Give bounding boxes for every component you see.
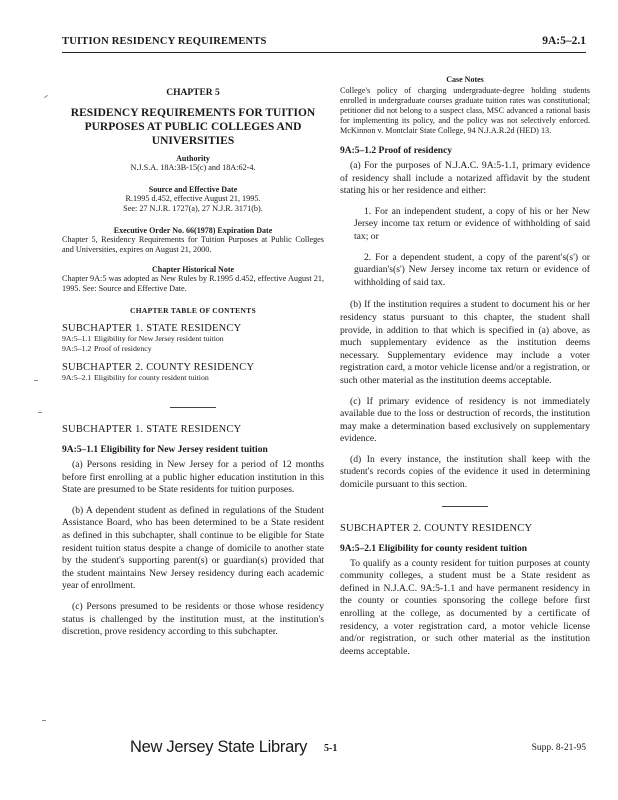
scan-mark <box>42 720 46 721</box>
toc-entry[interactable] <box>62 344 324 354</box>
authority-heading: Authority <box>176 154 210 163</box>
toc-entry-number: 9A:5–1.1 <box>62 334 92 343</box>
history-text: Chapter 9A:5 was adopted as New Rules by R.1995 d.452, effective August 21, 1995. See: Source and Effective Date. <box>62 274 324 293</box>
toc-entry[interactable] <box>62 373 324 383</box>
history-heading: Chapter Historical Note <box>151 265 235 274</box>
paragraph: (b) If the institution requires a student to document his or her residency status pursuant to this chapter, the student shall provide, in addition to that which is specified in (a) above, as much supplementary evidence as the institution deems necessary. Supplementary evidence may include a voter registration card, a motor vehicle license and/or a registration, or such other material as the institution deems acceptable. <box>340 299 590 386</box>
toc-entry-number: 9A:5–1.2 <box>62 344 92 353</box>
paragraph: (c) Persons presumed to be residents or those whose residency status is challenged by the institution must, at the institution's discretion, prove residency according to this subchapter. <box>62 600 324 638</box>
left-column <box>62 62 324 639</box>
paragraph: (b) A dependent student as defined in regulations of the Student Assistance Board, who has been determined to be a State resident as defined in this subchapter, shall continue to be eligible for State resident tuition status despite a change of domicile to another state by the student's supporting parent(s) or guardian(s) provided that the student maintains New Jersey residency during each academic year of enrollment. <box>62 504 324 592</box>
page-footer <box>62 738 586 762</box>
scan-mark <box>34 380 38 381</box>
executive-order-heading: Executive Order No. 66(1978) Expiration Date <box>113 226 273 235</box>
paragraph: (a) Persons residing in New Jersey for a period of 12 months before first enrolling at a public higher education institution in this State are presumed to be State residents for tuition purposes. <box>62 459 324 496</box>
paragraph: To qualify as a county resident for tuition purposes at county community colleges, a student must be a State resident as defined in N.J.A.C. 9A:5-1.1 and have permanent residency in the county or counties sponsoring the college before first enrolling at the college, as documented by a certificate of residency, a voter registration card, a motor vehicle license and/or registration, or such other material as the institution deems acceptable. <box>340 557 590 657</box>
section-body <box>62 459 324 639</box>
section-title: 9A:5–1.2 Proof of residency <box>340 146 453 156</box>
source-line: R.1995 d.452, effective August 21, 1995. <box>125 194 261 203</box>
toc-subchapter: SUBCHAPTER 2. COUNTY RESIDENCY <box>62 362 255 373</box>
paragraph: (c) If primary evidence of residency is not immediately available due to the loss or destruction of records, the institution may make a determination based exclusively on supplementary evidence. <box>340 395 590 445</box>
source-heading: Source and Effective Date <box>148 185 238 194</box>
page-number: 5-1 <box>324 743 338 754</box>
toc-entry[interactable] <box>62 334 324 344</box>
subchapter-heading: SUBCHAPTER 2. COUNTY RESIDENCY <box>340 522 533 534</box>
section-title: 9A:5–2.1 Eligibility for county resident tuition <box>340 543 528 554</box>
executive-order-text: Chapter 5, Residency Requirements for Tuition Purposes at Public Colleges and Universities, expires on August 21, 2000. <box>62 235 324 254</box>
toc-subchapter: SUBCHAPTER 1. STATE RESIDENCY <box>62 323 242 334</box>
source-line: See: 27 N.J.R. 1727(a), 27 N.J.R. 3171(b). <box>123 204 263 213</box>
chapter-title <box>62 106 324 148</box>
subchapter-heading: SUBCHAPTER 1. STATE RESIDENCY <box>62 424 242 435</box>
paragraph: 2. For a dependent student, a copy of the parent's(s') or guardian's(s') New Jersey income tax return or evidence of withholding of said tax. <box>354 251 590 288</box>
chapter-label: CHAPTER 5 <box>166 88 220 98</box>
paragraph: (a) For the purposes of N.J.A.C. 9A:5-1.1, primary evidence of residency shall include a notarized affidavit by the student stating his or her residence and either: <box>340 160 590 197</box>
section-body <box>340 160 590 492</box>
toc-entry-text: Eligibility for county resident tuition <box>94 373 209 382</box>
library-stamp: New Jersey State Library <box>130 738 308 756</box>
case-notes-heading: Case Notes <box>446 75 484 84</box>
chapter-title-line: UNIVERSITIES <box>151 135 235 147</box>
running-title: TUITION RESIDENCY REQUIREMENTS <box>62 36 267 47</box>
case-notes-text: College's policy of charging undergraduate-degree holding students enrolled in undergraduate courses graduate tuition rates was constitutional; petitioner did not belong to a suspect class, MSC advanced a rational basis for implementing its policy, and the policy was not selectively enforced. McKinnon v. Montclair State College, 94 N.J.A.R.2d (HED) 13. <box>340 86 590 135</box>
right-column <box>340 62 590 658</box>
toc-heading: CHAPTER TABLE OF CONTENTS <box>130 306 256 315</box>
scan-mark <box>38 412 42 413</box>
paragraph: (d) In every instance, the institution shall keep with the student's records copies of the evidence it used in determining domicile pursuant to this section. <box>340 453 590 491</box>
supplement-date: Supp. 8-21-95 <box>531 743 586 753</box>
paragraph: 1. For an independent student, a copy of his or her New Jersey income tax return or evidence of withholding of said tax; or <box>354 205 590 242</box>
toc-entry-number: 9A:5–2.1 <box>62 373 92 382</box>
chapter-title-line: RESIDENCY REQUIREMENTS FOR TUITION <box>70 107 316 119</box>
scan-mark <box>44 95 48 98</box>
running-header <box>62 34 586 53</box>
toc-entry-text: Proof of residency <box>94 344 152 353</box>
page-reference: 9A:5–2.1 <box>542 35 586 47</box>
authority-text: N.J.S.A. 18A:3B-15(c) and 18A:62-4. <box>130 163 256 172</box>
toc-entry-text: Eligibility for New Jersey resident tuition <box>94 334 224 343</box>
chapter-title-line: PURPOSES AT PUBLIC COLLEGES AND <box>84 121 302 133</box>
section-body <box>340 558 590 659</box>
section-title: 9A:5–1.1 Eligibility for New Jersey resident tuition <box>62 445 268 455</box>
